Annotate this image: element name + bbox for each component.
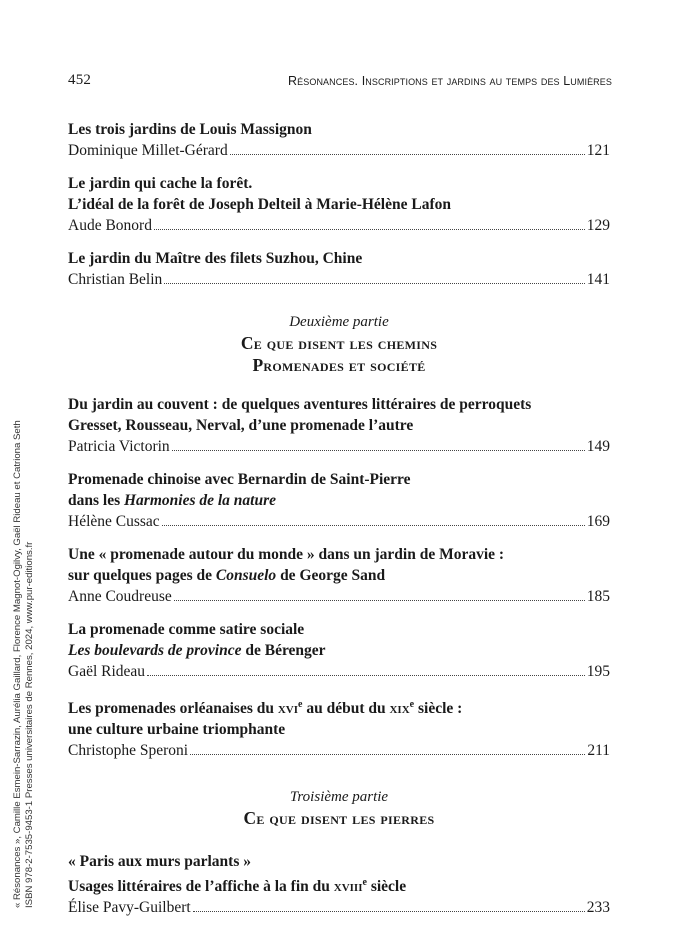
dot-leader <box>147 674 585 676</box>
part-subtitle: Promenades et société <box>252 355 426 375</box>
toc-entry[interactable] <box>68 173 610 236</box>
table-of-contents <box>68 119 610 930</box>
entry-page: 149 <box>586 438 610 455</box>
entry-author: Gaël Rideau <box>68 663 146 680</box>
entry-author: Christian Belin <box>68 271 163 288</box>
toc-entry[interactable] <box>68 469 610 532</box>
toc-entry[interactable] <box>68 394 610 457</box>
entry-subtitle: Usages littéraires de l’affiche à la fin du xviii$^e$ siècle <box>68 877 407 896</box>
toc-entry[interactable] <box>68 619 610 682</box>
entry-title: Les trois jardins de Louis Massignon <box>68 121 312 138</box>
dot-leader <box>193 910 585 912</box>
entry-title: Le jardin du Maître des filets Suzhou, Chine <box>68 250 363 267</box>
side-note-line-1: « Résonances », Camille Esmein-Sarrazin, Aurélia Gaillard, Florence Magnot-Ogilvy, Gaël Rideau et Catriona Seth <box>12 420 23 908</box>
entry-subtitle: dans les Harmonies de la nature <box>68 492 277 509</box>
entry-page: 195 <box>586 663 610 680</box>
entry-subtitle: Gresset, Rousseau, Nerval, d’une promenade l’autre <box>68 417 414 434</box>
entry-page: 169 <box>586 513 610 530</box>
entry-page: 185 <box>586 588 610 605</box>
running-head: Résonances. Inscriptions et jardins au temps des Lumières <box>288 74 612 88</box>
entry-title: « Paris aux murs parlants » <box>68 853 251 871</box>
entry-title: Les promenades orléanaises du xvi$^e$ au début du xix$^e$ siècle : <box>68 699 463 718</box>
dot-leader <box>164 282 584 284</box>
dot-leader <box>230 153 585 155</box>
entry-page: 233 <box>586 899 610 917</box>
entry-title: Le jardin qui cache la forêt. <box>68 175 253 192</box>
entry-subtitle: sur quelques pages de Consuelo de George Sand <box>68 567 386 584</box>
entry-title: Promenade chinoise avec Bernardin de Saint-Pierre <box>68 471 411 488</box>
entry-author: Patricia Victorin <box>68 438 170 455</box>
entry-author: Dominique Millet-Gérard <box>68 142 228 159</box>
entry-page: 211 <box>587 742 610 760</box>
side-note <box>12 420 52 908</box>
toc-entry[interactable] <box>68 248 610 290</box>
entry-author: Élise Pavy-Guilbert <box>68 899 191 917</box>
toc-entry[interactable] <box>68 544 610 607</box>
entry-page: 141 <box>586 271 610 288</box>
part-label: Troisième partie <box>289 789 389 806</box>
dot-leader <box>172 449 585 451</box>
entry-subtitle: Les boulevards de province de Bérenger <box>68 642 326 659</box>
part-title: Ce que disent les chemins <box>240 333 438 353</box>
part-header <box>68 312 610 376</box>
part-title: Ce que disent les pierres <box>243 808 435 829</box>
side-note-line-2: ISBN 978-2-7535-9453-1 Presses universitaires de Rennes, 2024, www.pur-editions.fr <box>24 541 35 908</box>
entry-subtitle: L’idéal de la forêt de Joseph Delteil à Marie-Hélène Lafon <box>68 196 451 213</box>
entry-subtitle: une culture urbaine triomphante <box>68 721 286 739</box>
dot-leader <box>174 599 585 601</box>
dot-leader <box>162 524 585 526</box>
dot-leader <box>154 228 585 230</box>
entry-author: Aude Bonord <box>68 217 152 234</box>
part-header <box>68 787 610 829</box>
entry-author: Hélène Cussac <box>68 513 160 530</box>
entry-author: Christophe Speroni <box>68 742 189 760</box>
entry-author: Anne Coudreuse <box>68 588 172 605</box>
entry-title: Du jardin au couvent : de quelques aventures littéraires de perroquets <box>68 396 532 413</box>
part-label: Deuxième partie <box>289 314 389 330</box>
toc-entry[interactable] <box>68 119 610 161</box>
toc-entry[interactable] <box>68 851 610 918</box>
entry-page: 129 <box>586 217 610 234</box>
entry-title: Une « promenade autour du monde » dans un jardin de Moravie : <box>68 546 505 563</box>
entry-page: 121 <box>586 142 610 159</box>
entry-title: La promenade comme satire sociale <box>68 621 305 638</box>
toc-entry[interactable] <box>68 694 610 761</box>
page-number: 452 <box>68 72 92 88</box>
dot-leader <box>190 753 585 755</box>
